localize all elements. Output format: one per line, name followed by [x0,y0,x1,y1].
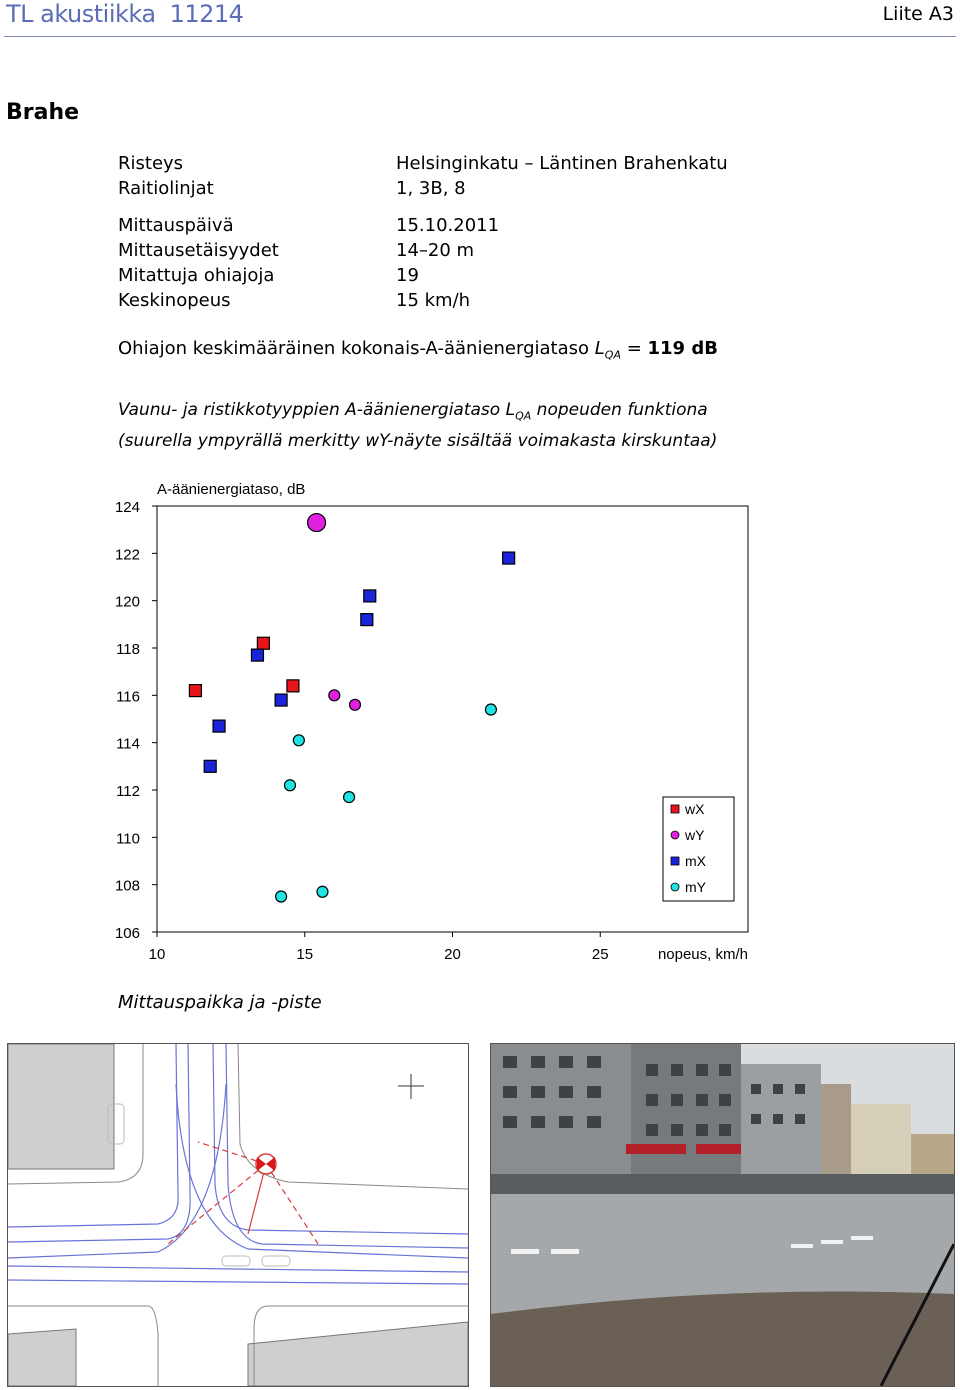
header-divider [4,36,956,37]
buildings [8,1044,468,1386]
caption-text: nopeuden funktiona [531,400,708,420]
data-point-mY [276,891,287,902]
data-point-mX [251,649,263,661]
y-tick-label: 120 [114,593,140,611]
x-tick-label: 15 [296,946,314,963]
scatter-chart [100,470,800,970]
report-code: 11214 [169,0,244,28]
data-point-mY [293,735,304,746]
summary-eq: = [620,338,648,359]
x-tick-label: 25 [591,946,609,963]
info-label: Keskinopeus [118,290,231,311]
info-label: Risteys [118,153,184,174]
legend-marker [671,857,679,865]
data-point-mX [364,590,376,602]
x-axis-label: nopeus, km/h [657,946,748,963]
legend-marker [671,883,679,891]
info-value: 19 [396,265,419,286]
summary-value: 119 dB [647,338,718,359]
data-point-wY [329,690,340,701]
summary-subscript: QA [604,348,621,362]
x-tick-label: 20 [444,946,461,963]
info-label: Mitattuja ohiajoja [118,265,275,286]
data-point-mY [317,886,328,897]
y-tick-label: 122 [114,546,140,564]
chart-caption-line1 [118,400,708,422]
legend-label: wX [685,801,705,817]
site-caption: Mittauspaikka ja -piste [118,992,322,1013]
data-point-mY [284,780,295,791]
page-title: Brahe [6,100,80,125]
y-tick-label: 116 [116,688,140,706]
data-point-mY [485,704,496,715]
info-value: 15 km/h [396,290,471,311]
series-name: TL akustiikka [6,0,156,28]
data-point-wY [308,514,326,532]
appendix-label: Liite A3 [882,3,954,25]
info-value: 15.10.2011 [396,215,500,236]
data-point-mX [213,720,225,732]
data-point-wX [189,685,201,697]
legend-label: mX [685,853,706,869]
plot-frame [157,506,748,932]
info-label: Mittauspäivä [118,215,234,236]
info-value: Helsinginkatu – Läntinen Brahenkatu [396,153,728,174]
header-series [6,0,243,28]
caption-symbol: L [505,400,516,420]
legend-marker [671,805,679,813]
data-point-wX [257,637,269,649]
data-point-wY [349,699,360,710]
legend-label: mY [685,879,706,895]
info-value: 14–20 m [396,240,475,261]
legend-marker [671,831,679,839]
data-point-wX [287,680,299,692]
y-tick-label: 114 [116,735,140,753]
data-point-mX [275,694,287,706]
summary-symbol: L [594,338,605,359]
data-point-mY [344,792,355,803]
info-label: Mittausetäisyydet [118,240,279,261]
crosswalks [108,1104,290,1266]
legend-label: wY [685,827,705,843]
awnings [626,1144,741,1154]
y-axis-label: A-äänienergiataso, dB [157,481,306,498]
data-point-mX [503,552,515,564]
caption-subscript: QA [515,409,532,423]
site-photo [490,1043,955,1387]
chart-caption-line2: (suurella ympyrällä merkitty wY-näyte sisältää voimakasta kirskuntaa) [118,431,718,451]
info-value: 1, 3B, 8 [396,178,466,199]
y-tick-label: 118 [116,641,140,658]
data-point-mX [361,614,373,626]
y-tick-label: 110 [116,830,140,848]
survey-cross [398,1074,424,1099]
measurement-point-icon [256,1154,276,1174]
x-tick-label: 10 [148,946,166,963]
y-tick-label: 124 [114,499,140,516]
site-map [7,1043,469,1387]
caption-text: Vaunu- ja ristikkotyyppien A-äänienergiataso [118,400,506,420]
y-tick-label: 112 [116,783,140,800]
info-label: Raitiolinjat [118,178,214,199]
summary-line [118,338,718,362]
y-tick-label: 108 [114,877,140,895]
summary-text: Ohiajon keskimääräinen kokonais-A-äänienergiataso [118,338,595,359]
data-point-mX [204,760,216,772]
y-tick-label: 106 [114,925,140,942]
